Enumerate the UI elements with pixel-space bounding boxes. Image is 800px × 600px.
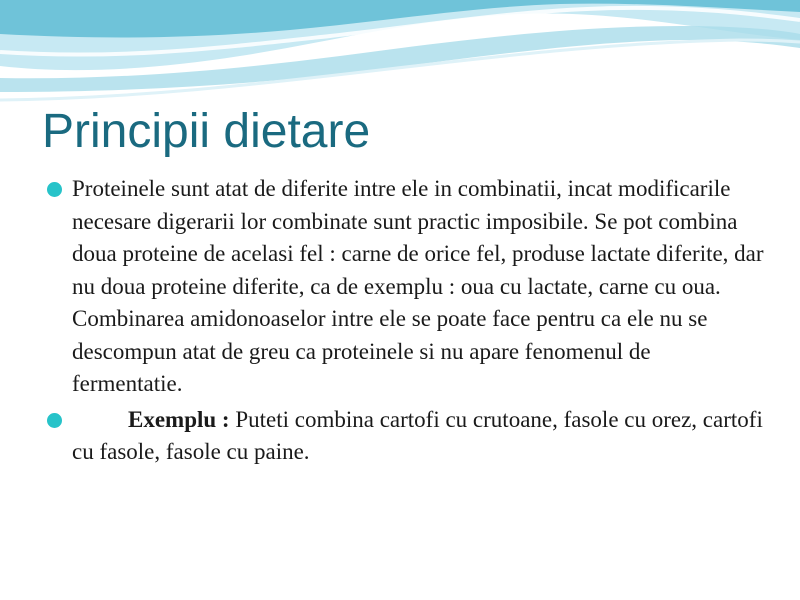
wave-header-decoration (0, 0, 800, 110)
example-label: Exemplu : (128, 406, 230, 432)
bullet-text: Proteinele sunt atat de diferite intre ele in combinatii, incat modificarile necesare digerarii lor combinate sunt practic imposibile. Se pot combina doua proteine de acelasi fel : carne de orice fel, produse lactate diferite, dar nu doua proteine diferite, ca de exemplu : oua cu lactate, carne cu oua. Combinarea amidonoaselor intre ele se poate face pentru ca ele nu se descompun atat de greu ca proteinele si nu apare fenomenul de fermentatie. (72, 176, 764, 396)
bullet-list (46, 173, 766, 472)
bullet-icon (47, 413, 62, 428)
bullet-item (46, 173, 766, 401)
bullet-text: Puteti combina cartofi cu crutoane, fasole cu orez, cartofi cu fasole, fasole cu paine. (72, 406, 763, 464)
bullet-item (46, 404, 766, 469)
slide-title: Principii dietare (42, 105, 371, 158)
bullet-icon (47, 182, 62, 197)
